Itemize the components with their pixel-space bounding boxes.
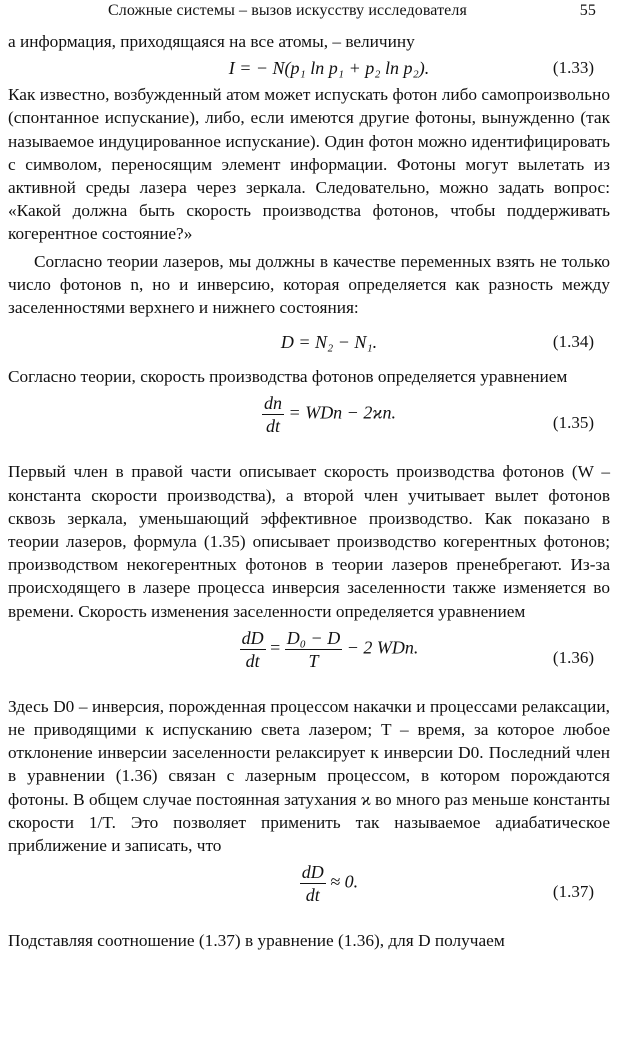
equation-formula: I = − N(p₁ ln p₁ + p₂ ln p₂). [228, 58, 430, 79]
fraction: $\frac{dD}{dt}$ [241, 627, 264, 671]
equation-number: (1.34) [552, 332, 594, 352]
equation-formula: D = N₂ − N₁. [280, 332, 378, 353]
equation-1-34 [8, 327, 610, 357]
equation-number: (1.37) [552, 882, 594, 902]
equation-formula: $\frac{dD}{dt}$ ≈ 0. [301, 862, 359, 906]
equation-formula: $\frac{dD}{dt}$ = $\frac{\text{D₀ − D}}{T}$ − 2 WDn. [241, 627, 419, 671]
page-number: 55 [579, 2, 596, 19]
fraction: $\frac{dn}{dt}$ [264, 393, 283, 437]
running-header [8, 0, 610, 30]
paragraph-5: Первый член в правой части описывает скорость производства фотонов (W – константа скорости производства), а второй член учитывает вылет фотонов сквозь зеркала, уменьшающий эффективное производство. Как показано в теории лазеров, формула (1.35) описывает производство когерентных фотонов; производством некогерентных фотонов в теории лазеров пренебрегают. Из-за происходящего в лазере процесса инверсия заселенности также изменяется во времени. Скорость изменения заселенности определяется уравнением [8, 462, 610, 621]
fraction: $\frac{\text{D₀ − D}}{T}$ [286, 627, 341, 671]
equation-formula: $\frac{dn}{dt}$ = WDn − 2ϰn. [264, 393, 396, 437]
paragraph-2: Как известно, возбужденный атом может испускать фотон либо самопроизвольно (спонтанное испускание), либо, если имеются другие фотоны, вынужденно (так называемое индуцированное испускание). Один фотон можно идентифицировать с символом, переносящим элемент информации. Фотоны могут вылетать из активной среды лазера через зеркала. Следовательно, можно задать вопрос: «Какой должна быть скорость производства фотонов, чтобы поддерживать когерентное состояние?» [8, 85, 610, 244]
paragraph-4: Согласно теории, скорость производства фотонов определяется уравнением [8, 367, 568, 387]
equation-1-35 [8, 392, 610, 452]
paragraph-6: Здесь D0 – инверсия, порожденная процессом накачки и процессами релаксации, не приводящими к испусканию света лазером; T – время, за которое любое отклонение инверсии заселенности релаксирует к инверсии D0. Последний член в уравнении (1.36) связан с лазерным процессом, в котором порождаются фотоны. В общем случае постоянная затухания ϰ во много раз меньше константы скорости 1/T. Это позволяет применить так называемое адиабатическое приближение и записать, что [8, 696, 610, 856]
paragraph-7: Подставляя соотношение (1.37) в уравнение (1.36), для D получаем [8, 931, 505, 951]
equation-1-33 [8, 53, 610, 83]
equation-number: (1.33) [552, 58, 594, 78]
equation-number: (1.36) [552, 647, 594, 667]
paragraph-1: а информация, приходящаяся на все атомы, – величину [8, 32, 415, 51]
equation-1-36 [8, 627, 610, 687]
fraction: $\frac{dD}{dt}$ [301, 862, 324, 906]
paragraph-3: Согласно теории лазеров, мы должны в качестве переменных взять не только число фотонов n, но и инверсию, которая определяется как разность между заселенностями верхнего и нижнего состояния: [8, 251, 610, 318]
header-title: Сложные системы – вызов искусству исследователя [108, 2, 467, 19]
equation-number: (1.35) [552, 413, 594, 433]
equation-1-37 [8, 861, 610, 921]
